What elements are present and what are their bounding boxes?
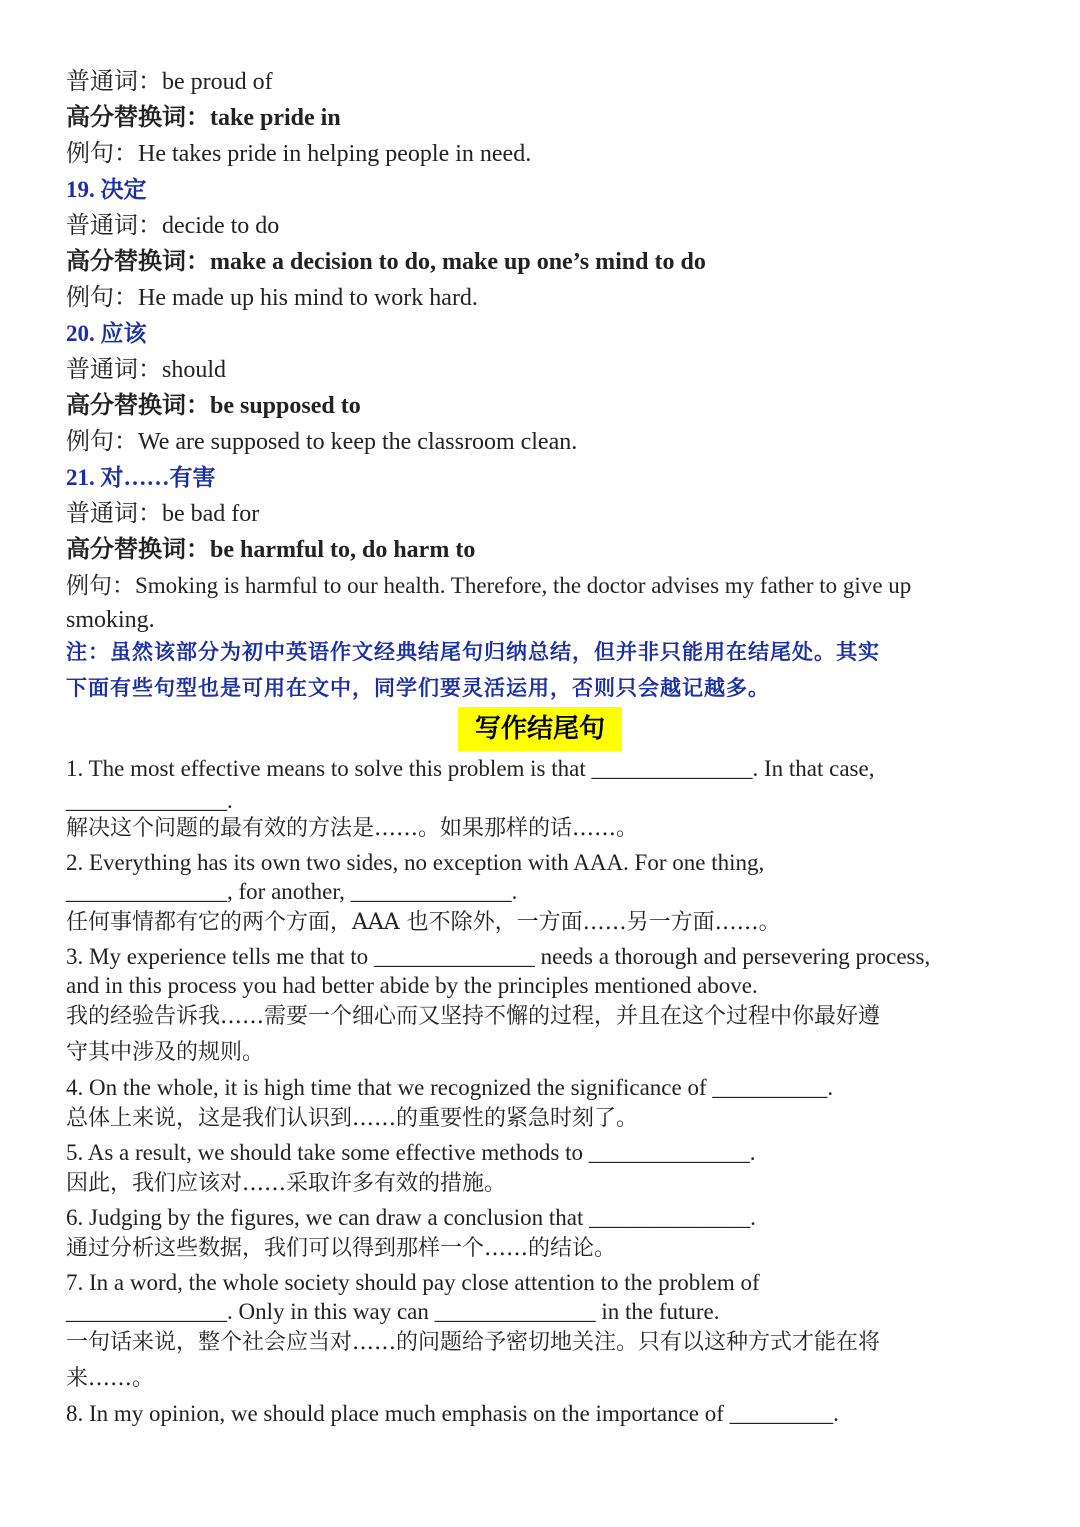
sentence-2: 2. Everything has its own two sides, no exception with AAA. For one thing, <box>66 850 765 875</box>
sentence-3-cont: and in this process you had better abide by the principles mentioned above. <box>66 973 758 998</box>
common-word: 普通词：be proud of <box>66 69 273 95</box>
sentence-1: 1. The most effective means to solve this problem is that ______________. In that case, <box>66 756 875 781</box>
sentence-3-translation-cont: 守其中涉及的规则。 <box>66 1040 265 1065</box>
vocab-heading: 20. 应该 <box>66 321 147 346</box>
sentence-7-translation: 一句话来说，整个社会应当对……的问题给予密切地关注。只有以这种方式才能在将 <box>66 1330 881 1355</box>
common-word: 普通词：decide to do <box>66 213 280 239</box>
vocab-heading: 21. 对……有害 <box>66 465 216 490</box>
sentence-8: 8. In my opinion, we should place much emphasis on the importance of _________. <box>66 1401 839 1426</box>
example-sentence: 例句：He takes pride in helping people in need. <box>66 141 532 167</box>
section-title: 写作结尾句 <box>458 707 622 751</box>
advanced-word: 高分替换词：be harmful to, do harm to <box>66 537 476 563</box>
example-sentence: 例句：We are supposed to keep the classroom clean. <box>66 429 578 455</box>
sentence-7-translation-cont: 来……。 <box>66 1366 155 1391</box>
advanced-word: 高分替换词：be supposed to <box>66 393 361 419</box>
sentence-2-cont: ______________, for another, ______________. <box>66 879 518 904</box>
sentence-7: 7. In a word, the whole society should pay close attention to the problem of <box>66 1270 760 1295</box>
sentence-5: 5. As a result, we should take some effective methods to ______________. <box>66 1140 756 1165</box>
vocab-heading: 19. 决定 <box>66 177 147 202</box>
sentence-6: 6. Judging by the figures, we can draw a conclusion that ______________. <box>66 1205 756 1230</box>
note-line: 下面有些句型也是可用在文中，同学们要灵活运用，否则只会越记越多。 <box>66 676 770 700</box>
note-line: 注：虽然该部分为初中英语作文经典结尾句归纳总结，但并非只能用在结尾处。其实 <box>66 640 880 664</box>
sentence-3-translation: 我的经验告诉我……需要一个细心而又坚持不懈的过程，并且在这个过程中你最好遵 <box>66 1004 881 1029</box>
sentence-5-translation: 因此，我们应该对……采取许多有效的措施。 <box>66 1171 507 1196</box>
example-sentence: 例句：He made up his mind to work hard. <box>66 285 478 311</box>
advanced-word: 高分替换词：make a decision to do, make up one’s mind to do <box>66 249 706 275</box>
advanced-word: 高分替换词：take pride in <box>66 105 341 131</box>
example-sentence: 例句：Smoking is harmful to our health. Therefore, the doctor advises my father to give up <box>66 573 912 598</box>
example-sentence-cont: smoking. <box>66 607 155 633</box>
sentence-4: 4. On the whole, it is high time that we recognized the significance of __________. <box>66 1075 834 1100</box>
sentence-3: 3. My experience tells me that to ______________ needs a thorough and persevering process, <box>66 944 931 969</box>
sentence-4-translation: 总体上来说，这是我们认识到……的重要性的紧急时刻了。 <box>66 1106 639 1131</box>
sentence-6-translation: 通过分析这些数据，我们可以得到那样一个……的结论。 <box>66 1236 617 1261</box>
sentence-2-translation: 任何事情都有它的两个方面，AAA 也不除外，一方面……另一方面……。 <box>66 910 781 935</box>
sentence-1-cont: ______________. <box>66 788 233 813</box>
common-word: 普通词：be bad for <box>66 501 260 527</box>
common-word: 普通词：should <box>66 357 227 383</box>
sentence-1-translation: 解决这个问题的最有效的方法是……。如果那样的话……。 <box>66 816 639 841</box>
sentence-7-cont: ______________. Only in this way can ______________ in the future. <box>66 1299 720 1324</box>
